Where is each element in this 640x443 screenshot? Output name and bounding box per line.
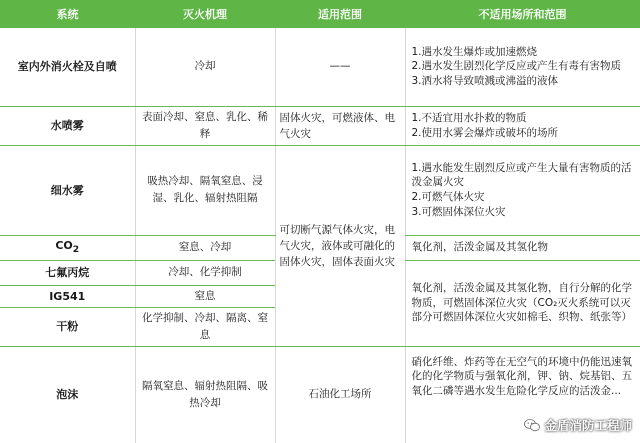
header-row — [0, 0, 640, 28]
system-name: 细水雾 — [0, 145, 135, 235]
mechanism-cell: 冷却、化学抑制 — [135, 260, 275, 285]
table-row — [0, 106, 640, 145]
exclusions-cell: 硝化纤维、炸药等在无空气的环境中仍能迅速氧化的化学物质与强氧化剂，钾、钠、烷基铝、五氧化二磷等遇水发生危险化学反应的活泼金... — [405, 346, 640, 443]
header-scope: 适用范围 — [275, 0, 405, 28]
exclusion-item: 2.使用水雾会爆炸或破坏的场所 — [411, 126, 559, 139]
co2-main: CO — [55, 238, 73, 252]
exclusions-cell — [405, 28, 640, 106]
exclusions-cell: 氧化剂，活泼金属及其氢化物 — [405, 235, 640, 260]
scope-cell: 石油化工场所 — [275, 346, 405, 443]
header-mechanism: 灭火机理 — [135, 0, 275, 28]
mechanism-cell: 隔氧窒息、辐射热阻隔、吸热冷却 — [135, 346, 275, 443]
system-name — [0, 235, 135, 260]
system-name: 七氟丙烷 — [0, 260, 135, 285]
mechanism-cell: 冷却 — [135, 28, 275, 106]
exclusion-item: 3.洒水将导致喷溅或沸溢的液体 — [411, 75, 559, 88]
mechanism-cell: 吸热冷却、隔氧窒息、浸湿、乳化、辐射热阻隔 — [135, 145, 275, 235]
table-row — [0, 145, 640, 235]
mechanism-cell: 化学抑制、冷却、隔离、窒息 — [135, 307, 275, 346]
exclusion-item: 3.可燃固体深位火灾 — [411, 205, 506, 218]
exclusion-item: 2.可燃气体火灾 — [411, 191, 485, 203]
scope-cell: —— — [275, 28, 405, 106]
merged-scope-cell: 可切断气源气体火灾，电气火灾，液体或可融化的固体火灾，固体表面火灾 — [275, 145, 405, 346]
system-name: 室内外消火栓及自喷 — [0, 28, 135, 106]
header-exclusions: 不适用场所和范围 — [405, 0, 640, 28]
exclusions-cell — [405, 145, 640, 235]
exclusion-item: 1.遇水发生爆炸或加速燃烧 — [411, 45, 538, 58]
table-row — [0, 28, 640, 106]
mechanism-cell: 窒息 — [135, 285, 275, 307]
watermark-text: 金盾消防工程师 — [544, 418, 632, 433]
scope-cell: 固体火灾，可燃液体、电气火灾 — [275, 106, 405, 145]
exclusions-cell — [405, 106, 640, 145]
mechanism-cell: 表面冷却、窒息、乳化、稀释 — [135, 106, 275, 145]
header-system: 系统 — [0, 0, 135, 28]
exclusion-item: 1.遇水能发生剧烈反应或产生大量有害物质的活泼金属火灾 — [411, 161, 632, 189]
exclusion-item: 1.不适宜用水扑救的物质 — [411, 111, 527, 124]
system-name: IG541 — [0, 285, 135, 307]
mechanism-cell: 窒息、冷却 — [135, 235, 275, 260]
system-name: 干粉 — [0, 307, 135, 346]
co2-subscript: 2 — [72, 244, 80, 256]
system-name: 泡沫 — [56, 388, 79, 402]
watermark — [524, 416, 632, 434]
system-name: 水喷雾 — [0, 106, 135, 145]
merged-exclusions-cell: 氧化剂，活泼金属及其氢化物，自行分解的化学物质，可燃固体深位火灾（CO₂灭火系统可以灭部分可燃固体深位火灾如棉毛、织物、纸张等） — [405, 260, 640, 346]
exclusion-item: 2.遇水发生剧烈化学反应或产生有毒有害物质 — [411, 60, 622, 73]
wechat-icon — [524, 419, 540, 432]
